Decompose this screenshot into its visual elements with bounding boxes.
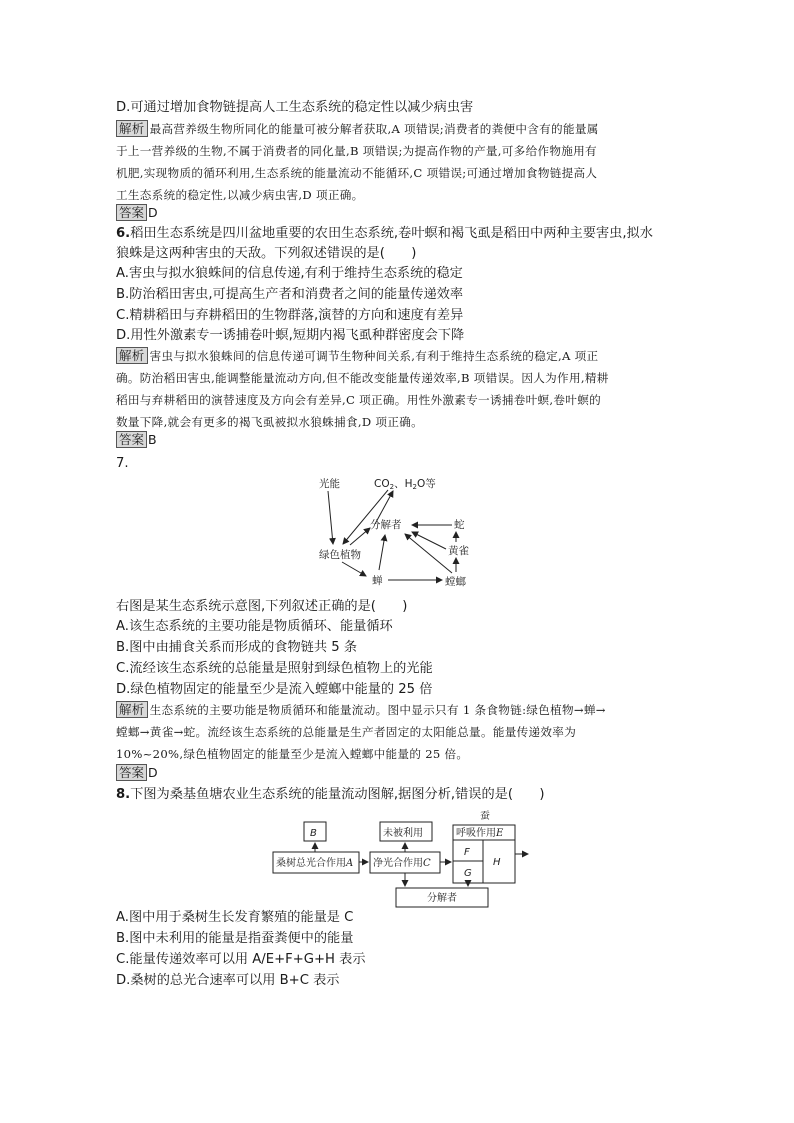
q6-stem-line: 狼蛛是这两种害虫的天敌。下列叙述错误的是( ) [116,246,417,261]
label-oriole: 黄雀 [448,545,469,557]
label-h: H [493,857,501,868]
q8-option-c: C.能量传递效率可以用 A/E+F+G+H 表示 [116,952,366,967]
q6-option-b: B.防治稻田害虫,可提高生产者和消费者之间的能量传递效率 [116,287,464,302]
arrow-plant-to-cicada [342,562,366,576]
q7-option-c: C.流经该生态系统的总能量是照射到绿色植物上的光能 [116,661,433,676]
explain-line: 确。防治稻田害虫,能调整能量流动方向,但不能改变能量传递效率,B 项错误。因人为作用,精耕 [116,371,609,385]
arrow-oriole-to-decomposer [412,532,446,549]
q6-option-d: D.用性外激素专一诱捕卷叶螟,短期内褐飞虱种群密度会下降 [116,328,465,343]
label-silkworm: 蚕 [480,811,490,822]
label-decomposer: 分解者 [370,519,402,531]
label-snake: 蛇 [454,519,465,531]
label-cicada: 蝉 [372,575,383,587]
arrow-co2-to-plant [343,490,388,544]
q6-option-a: A.害虫与拟水狼蛛间的信息传递,有利于维持生态系统的稳定 [116,266,463,281]
label-f: F [464,847,470,858]
ecosystem-diagram [300,472,500,590]
label-decomposer: 分解者 [427,893,457,904]
q6-option-c: C.精耕稻田与弃耕稻田的生物群落,演替的方向和速度有差异 [116,308,464,323]
explain-line: 10%~20%,绿色植物固定的能量至少是流入螳螂中能量的 25 倍。 [116,747,469,761]
prev-option-d: D.可通过增加食物链提高人工生态系统的稳定性以减少病虫害 [116,100,474,115]
stem-text: 稻田生态系统是四川盆地重要的农田生态系统,卷叶螟和褐飞虱是稻田中两种主要害虫,拟水 [130,226,653,241]
stem-text: 下图为桑基鱼塘农业生态系统的能量流动图解,据图分析,错误的是( ) [130,787,545,802]
q8-option-d: D.桑树的总光合速率可以用 B+C 表示 [116,973,340,988]
question-number: 6. [116,226,131,241]
arrow-cicada-to-decomposer [379,535,385,570]
q7-option-a: A.该生态系统的主要功能是物质循环、能量循环 [116,619,393,634]
explain-line: 生态系统的主要功能是物质循环和能量流动。图中显示只有 1 条食物链:绿色植物→蝉→ [149,703,606,717]
explain-tag: 解析 [116,120,148,137]
label-b: B [310,828,317,839]
q7-stem: 右图是某生态系统示意图,下列叙述正确的是( ) [116,599,408,614]
explain-line: 机肥,实现物质的循环利用,生态系统的能量流动不能循环,C 项错误;可通过增加食物链提高人 [116,166,598,180]
q8-option-b: B.图中未利用的能量是指蚕粪便中的能量 [116,931,354,946]
q5-answer [116,204,158,221]
arrow-light-to-plant [328,491,333,544]
explain-line: 工生态系统的稳定性,以减少病虫害,D 项正确。 [116,188,364,202]
label-plant: 绿色植物 [319,549,361,561]
answer-tag: 答案 [116,764,147,781]
explain-line: 螳螂→黄雀→蛇。流经该生态系统的总能量是生产者固定的太阳能总量。能量传递效率为 [116,725,577,739]
label-co2-h2o: CO2、H2O等 [374,478,436,491]
q6-answer [116,431,157,448]
q7-answer [116,764,158,781]
question-number: 8. [116,787,131,802]
explain-line: 稻田与弃耕稻田的演替速度及方向会有差异,C 项正确。用性外激素专一诱捕卷叶螟,卷叶螟的 [116,393,601,407]
label-g: G [464,868,472,879]
explain-tag: 解析 [116,347,148,364]
explain-line: 于上一营养级的生物,不属于消费者的同化量,B 项错误;为提高作物的产量,可多给作物施用有 [116,144,597,158]
explain-tag: 解析 [116,701,148,718]
label-a-box: 桑树总光合作用A [276,858,354,869]
label-mantis: 螳螂 [445,576,466,588]
answer-value: D [148,765,158,780]
q8-option-a: A.图中用于桑树生长发育繁殖的能量是 C [116,910,354,925]
energy-flow-diagram [270,802,540,910]
q7-option-d: D.绿色植物固定的能量至少是流入螳螂中能量的 25 倍 [116,682,433,697]
q5-explanation [116,118,682,206]
answer-value: D [148,205,158,220]
q6-explanation [116,345,682,433]
arrow-plant-to-decomposer [350,528,370,545]
answer-tag: 答案 [116,204,147,221]
explain-line: 最高营养级生物所同化的能量可被分解者获取,A 项错误;消费者的粪便中含有的能量属 [149,122,599,136]
explain-line: 数量下降,就会有更多的褐飞虱被拟水狼蛛捕食,D 项正确。 [116,415,424,429]
q7-explanation [116,699,682,765]
explain-line: 害虫与拟水狼蛛间的信息传递可调节生物种间关系,有利于维持生态系统的稳定,A 项正 [149,349,599,363]
q7-option-b: B.图中由捕食关系而形成的食物链共 5 条 [116,640,358,655]
label-light: 光能 [319,478,340,490]
label-unused: 未被利用 [383,828,423,839]
q7-number: 7. [116,456,129,471]
q6-stem-line [116,224,653,244]
answer-value: B [148,432,157,447]
label-c-box: 净光合作用C [373,858,431,869]
label-respiration: 呼吸作用E [456,828,504,839]
answer-tag: 答案 [116,431,147,448]
